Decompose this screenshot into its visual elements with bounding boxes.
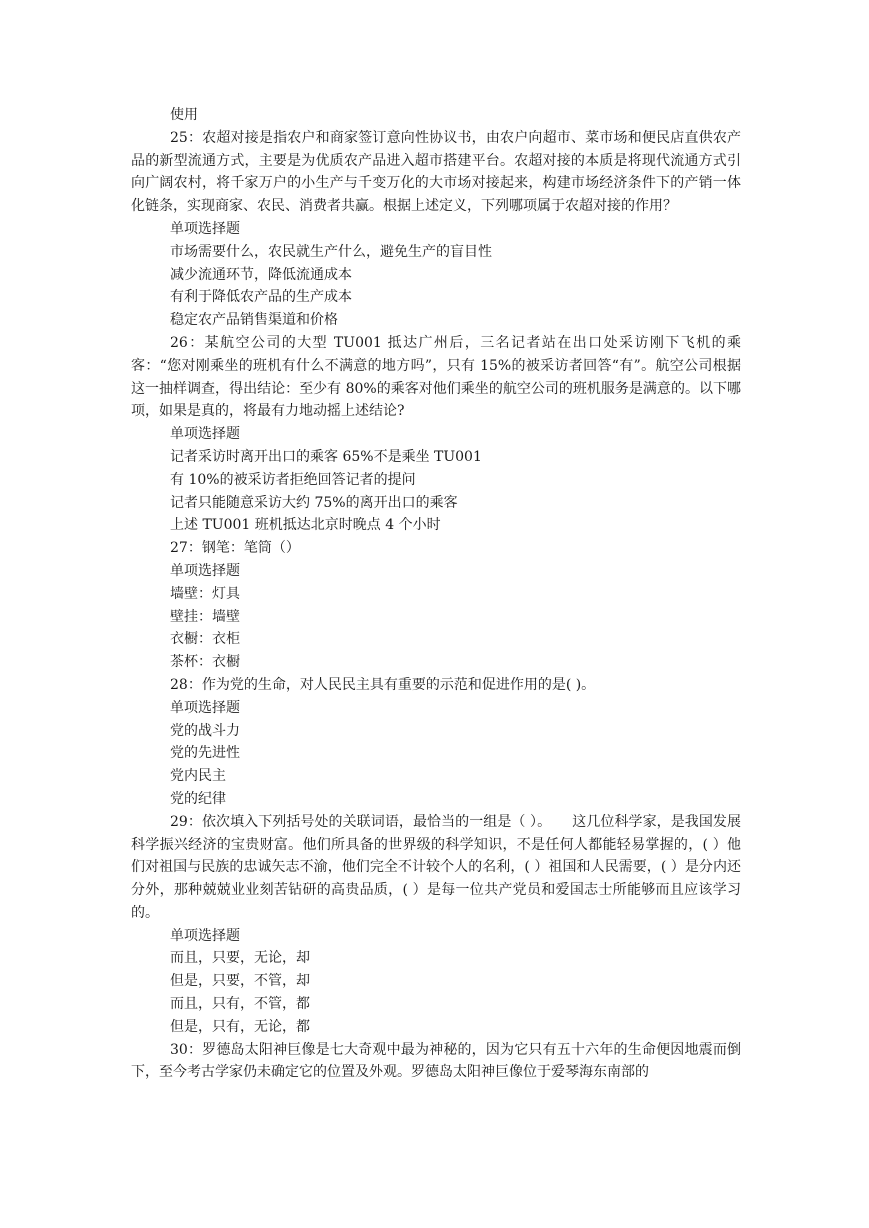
option-d[interactable]: 党的纪律	[170, 790, 226, 807]
option-c[interactable]: 记者只能随意采访大约 75%的离开出口的乘客	[170, 494, 458, 511]
option-c[interactable]: 衣橱：衣柜	[170, 631, 240, 648]
option-b[interactable]: 减少流通环节，降低流通成本	[170, 266, 352, 283]
question-text: 26：某航空公司的大型 TU001 抵达广州后，三名记者站在出口处采访刚下飞机的乘客：“您对刚乘坐的班机有什么不满意的地方吗”，只有 15%的被采访者回答“有”。航空公司根据这一抽样调查，得出结论：至少有 80%的乘客对他们乘坐的航空公司的班机服务是满意的。以下哪项，如果是真的，将最有力地动摇上述结论?	[131, 334, 741, 420]
option-b[interactable]: 有 10%的被采访者拒绝回答记者的提问	[170, 471, 416, 488]
option-c[interactable]: 有利于降低农产品的生产成本	[170, 289, 352, 306]
question-29	[131, 811, 741, 1039]
document-body	[131, 104, 741, 1084]
option-b[interactable]: 党的先进性	[170, 745, 240, 762]
option-c[interactable]: 党内民主	[170, 768, 226, 785]
question-type: 单项选择题	[170, 927, 240, 944]
option-a[interactable]: 记者采访时离开出口的乘客 65%不是乘坐 TU001	[170, 448, 482, 465]
option-c[interactable]: 而且，只有，不管，都	[170, 996, 310, 1013]
question-type: 单项选择题	[170, 699, 240, 716]
question-type: 单项选择题	[170, 426, 240, 443]
option-d[interactable]: 但是，只有，无论，都	[170, 1018, 310, 1035]
question-25	[131, 127, 741, 332]
question-text: 30：罗德岛太阳神巨像是七大奇观中最为神秘的，因为它只有五十六年的生命便因地震而倒下，至今考古学家仍未确定它的位置及外观。罗德岛太阳神巨像位于爱琴海东南部的	[131, 1041, 741, 1081]
question-text: 25：农超对接是指农户和商家签订意向性协议书，由农户向超市、菜市场和便民店直供农产品的新型流通方式，主要是为优质农产品进入超市搭建平台。农超对接的本质是将现代流通方式引向广阔农村，将千家万户的小生产与千变万化的大市场对接起来，构建市场经济条件下的产销一体化链条，实现商家、农民、消费者共赢。根据上述定义，下列哪项属于农超对接的作用？	[131, 129, 741, 215]
question-text: 29：依次填入下列括号处的关联词语，最恰当的一组是（ ）。 这几位科学家，是我国发展科学振兴经济的宝贵财富。他们所具备的世界级的科学知识，不是任何人都能轻易掌握的，( ）他们对祖国与民族的忠诚矢志不渝，他们完全不计较个人的名利，( ）祖国和人民需要，( ）是分内还分外，那种兢兢业业刻苦钻研的高贵品质，( ）是每一位共产党员和爱国志士所能够而且应该学习的。	[131, 813, 741, 921]
option-a[interactable]: 而且，只要，无论，却	[170, 950, 310, 967]
option-a[interactable]: 墙壁：灯具	[170, 585, 240, 602]
option-a[interactable]: 市场需要什么，农民就生产什么，避免生产的盲目性	[170, 243, 492, 260]
question-text: 27：钢笔：笔筒（）	[170, 540, 300, 557]
question-26	[131, 332, 741, 537]
lead-line: 使用	[170, 107, 198, 123]
question-type: 单项选择题	[170, 562, 240, 579]
option-d[interactable]: 茶杯：衣橱	[170, 654, 240, 671]
question-30	[131, 1039, 741, 1085]
question-text: 28：作为党的生命，对人民民主具有重要的示范和促进作用的是( )。	[170, 676, 596, 693]
option-d[interactable]: 稳定农产品销售渠道和价格	[170, 312, 338, 329]
option-a[interactable]: 党的战斗力	[170, 722, 240, 739]
option-b[interactable]: 壁挂：墙壁	[170, 608, 240, 625]
option-b[interactable]: 但是，只要，不管，却	[170, 973, 310, 990]
question-type: 单项选择题	[170, 220, 240, 237]
option-d[interactable]: 上述 TU001 班机抵达北京时晚点 4 个小时	[170, 517, 441, 534]
question-27	[131, 537, 741, 674]
question-28	[131, 674, 741, 811]
